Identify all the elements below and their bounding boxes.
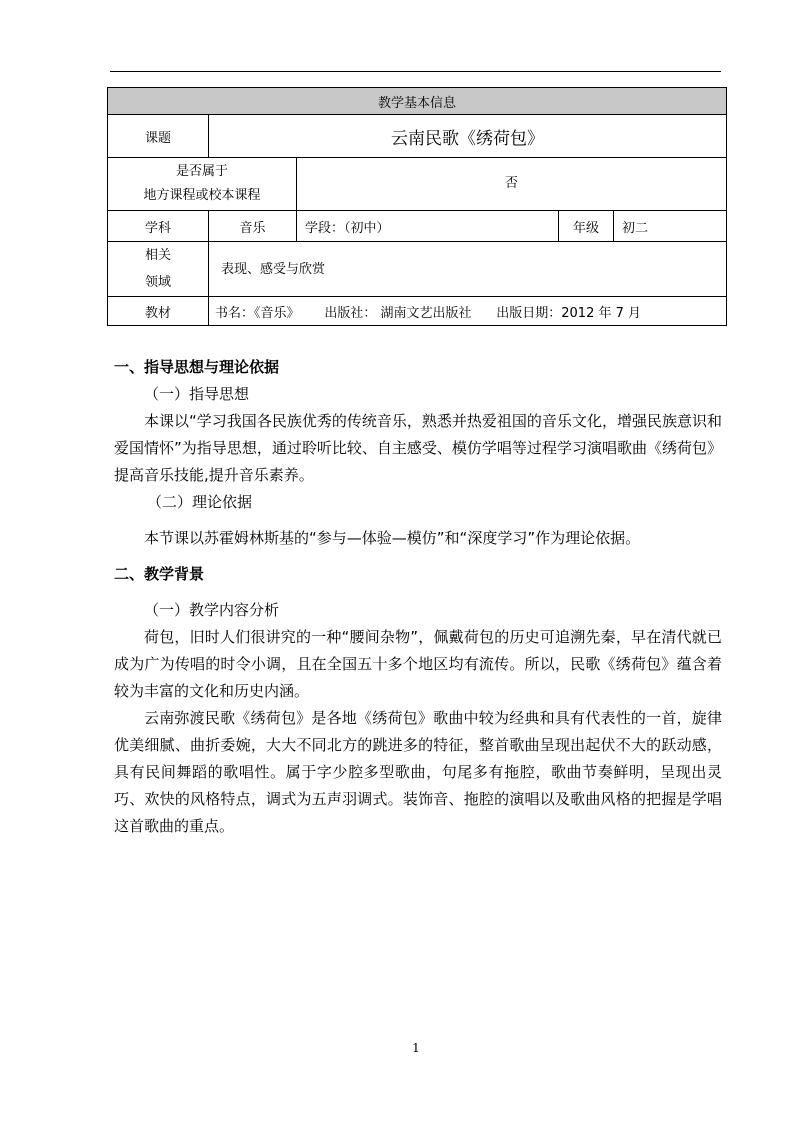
section-2-title: 二、教学背景 [114, 565, 205, 583]
local-course-value: 否 [297, 158, 727, 211]
book-name: 书名：《音乐》 [215, 305, 300, 321]
subject-value: 音乐 [209, 211, 297, 242]
field-label [108, 242, 209, 297]
grade-value: 初二 [614, 211, 727, 242]
material-value [209, 297, 727, 326]
subject-label: 学科 [108, 211, 209, 242]
local-course-label-line2: 地方课程或校本课程 [143, 188, 261, 203]
field-label-line1: 相关 [144, 248, 171, 263]
publisher: 出版社： 湖南文艺出版社 [324, 305, 472, 321]
publish-date: 出版日期：2012 年 7 月 [496, 305, 642, 321]
local-course-label-line1: 是否属于 [175, 164, 228, 179]
section-1-title: 一、指导思想与理论依据 [114, 358, 280, 376]
material-label: 教材 [108, 297, 209, 326]
document-body [114, 354, 722, 840]
section-1-paragraph-1: 本课以“学习我国各民族优秀的传统音乐，熟悉并热爱祖国的音乐文化，增强民族意识和爱国情怀”为指导思想，通过聆听比较、自主感受、模仿学唱等过程学习演唱歌曲《绣荷包》 提高音乐技能,提升音乐素养。 [114, 412, 722, 484]
page-number: 1 [412, 1041, 420, 1055]
field-value: 表现、感受与欣赏 [209, 242, 727, 297]
basic-info-table [107, 87, 727, 326]
table-header: 教学基本信息 [108, 88, 727, 115]
field-label-line2: 领域 [144, 275, 171, 290]
section-2-sub1: （一）教学内容分析 [144, 601, 280, 619]
course-value: 云南民歌《绣荷包》 [209, 115, 727, 158]
section-1-sub2: （二）理论依据 [147, 493, 253, 511]
course-label: 课题 [108, 115, 209, 158]
section-2-paragraph-1: 荷包，旧时人们很讲究的一种“腰间杂物”，佩戴荷包的历史可追溯先秦，早在清代就已成为广为传唱的时令小调，且在全国五十多个地区均有流传。所以，民歌《绣荷包》蕴含着较为丰富的文化和历史内涵。 [114, 628, 722, 700]
grade-label: 年级 [559, 211, 614, 242]
stage-value: 学段：（初中） [297, 211, 559, 242]
section-1-sub1: （一）指导思想 [144, 385, 250, 403]
header-rule [110, 71, 721, 72]
section-1-paragraph-2: 本节课以苏霍姆林斯基的“参与—体验—模仿”和“深度学习”作为理论依据。 [144, 529, 641, 547]
local-course-label [108, 158, 297, 211]
section-2-paragraph-2: 云南弥渡民歌《绣荷包》是各地《绣荷包》歌曲中较为经典和具有代表性的一首，旋律优美细腻、曲折委婉，大大不同北方的跳进多的特征，整首歌曲呈现出起伏不大的跃动感，具有民间舞蹈的歌唱性。属于字少腔多型歌曲，句尾多有拖腔，歌曲节奏鲜明，呈现出灵巧、欢快的风格特点，调式为五声羽调式。装饰音、拖腔的演唱以及歌曲风格的把握是学唱这首歌曲的重点。 [114, 709, 722, 835]
